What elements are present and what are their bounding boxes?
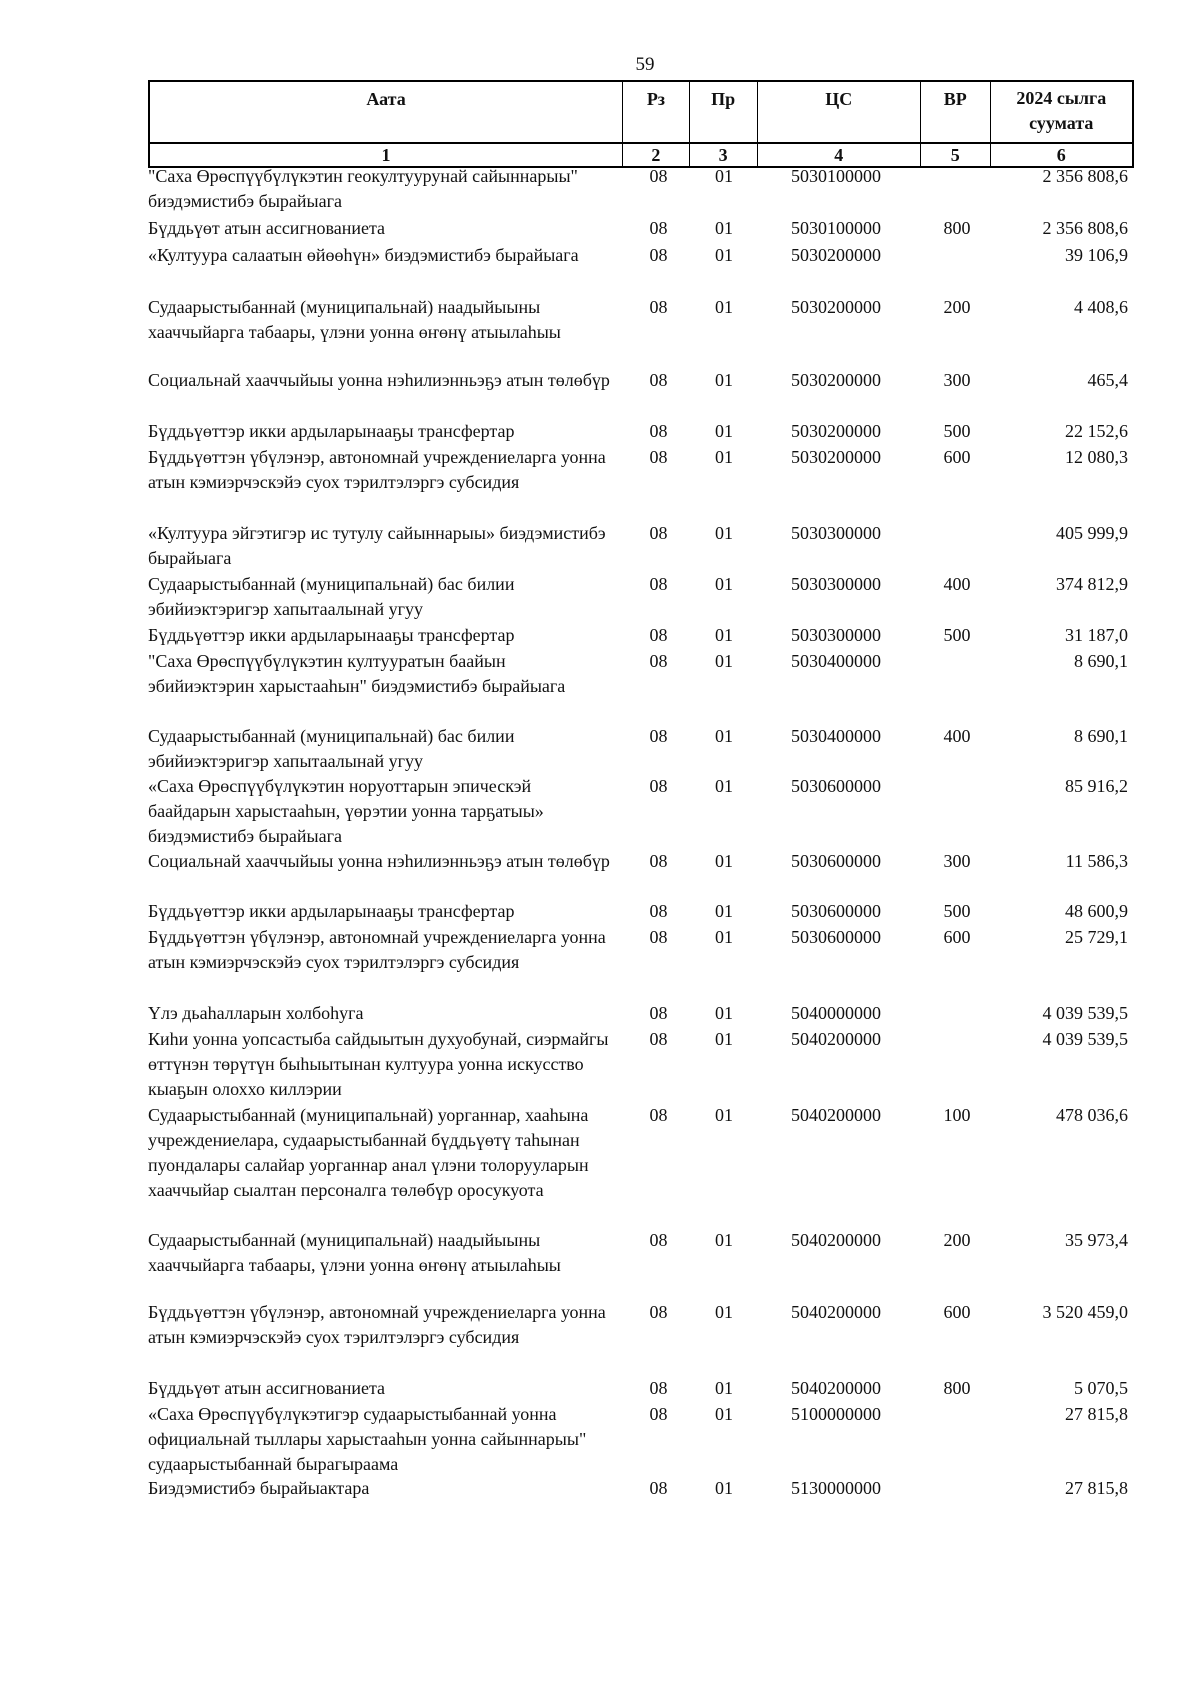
row-rz: 08 [649, 1478, 668, 1498]
row-rz: 08 [649, 1378, 668, 1398]
row-vr: 400 [943, 574, 971, 594]
header-rz: Рз [623, 82, 690, 142]
row-cs: 5030600000 [791, 901, 881, 921]
table-header [148, 80, 1134, 168]
row-rz: 08 [649, 726, 668, 746]
row-pr: 01 [715, 927, 733, 947]
row-rz: 08 [649, 851, 668, 871]
row-sum: 3 520 459,0 [1042, 1302, 1128, 1322]
row-pr: 01 [715, 523, 733, 543]
row-sum: 8 690,1 [1074, 651, 1128, 671]
row-sum: 22 152,6 [1065, 421, 1128, 441]
row-pr: 01 [715, 1478, 733, 1498]
row-cs: 5040000000 [791, 1003, 881, 1023]
row-rz: 08 [649, 1404, 668, 1424]
row-vr [922, 164, 992, 216]
row-name: Бүддьүөт атын ассигнованиета [148, 218, 386, 238]
row-pr: 01 [715, 651, 733, 671]
row-cs: 5030600000 [791, 851, 881, 871]
row-cs: 5030200000 [791, 370, 881, 390]
row-sum: 39 106,9 [1065, 245, 1128, 265]
row-pr: 01 [715, 218, 733, 238]
row-sum: 31 187,0 [1065, 625, 1128, 645]
row-cs: 5040200000 [791, 1230, 881, 1250]
row-pr: 01 [715, 166, 733, 186]
header-sum [991, 82, 1132, 142]
row-name: Бүддьүөттэн үбүлэнэр, автономнай учреждениеларга уонна атын кэмиэрчэскэйэ суох тэрилтэлэргэ субсидия [148, 927, 606, 972]
row-pr: 01 [715, 1302, 733, 1322]
table-row [148, 521, 1134, 572]
row-sum: 27 815,8 [1065, 1478, 1128, 1498]
row-vr: 100 [943, 1105, 971, 1125]
row-sum: 4 408,6 [1074, 297, 1128, 317]
row-rz: 08 [649, 1302, 668, 1322]
row-sum: 478 036,6 [1056, 1105, 1128, 1125]
row-cs: 5040200000 [791, 1029, 881, 1049]
row-cs: 5040200000 [791, 1378, 881, 1398]
row-pr: 01 [715, 574, 733, 594]
table-row [148, 849, 1134, 899]
row-vr [922, 1001, 992, 1027]
row-name: Бүддьүөттэр икки ардыларынааҕы трансфертар [148, 625, 515, 645]
row-sum: 12 080,3 [1065, 447, 1128, 467]
row-rz: 08 [649, 1029, 668, 1049]
table-row [148, 445, 1134, 521]
table-row [148, 724, 1134, 774]
row-vr [922, 1027, 992, 1103]
row-pr: 01 [715, 851, 733, 871]
row-vr [922, 243, 992, 295]
row-sum: 25 729,1 [1065, 927, 1128, 947]
header-name: Аата [150, 82, 623, 142]
row-name: «Саха Өрөспүүбүлүкэтин норуоттарын эпическэй баайдарын харыстааһын, үөрэтии уонна тарҕатыы» биэдэмистибэ бырайыага [148, 776, 544, 846]
row-sum: 8 690,1 [1074, 726, 1128, 746]
header-vr: ВР [921, 82, 991, 142]
table-row [148, 899, 1134, 925]
row-pr: 01 [715, 901, 733, 921]
row-rz: 08 [649, 651, 668, 671]
row-cs: 5030300000 [791, 625, 881, 645]
table-row [148, 1027, 1134, 1103]
table-row [148, 925, 1134, 1001]
row-rz: 08 [649, 166, 668, 186]
row-pr: 01 [715, 1029, 733, 1049]
page-number: 59 [635, 54, 655, 75]
row-rz: 08 [649, 523, 668, 543]
table-row [148, 216, 1134, 243]
row-rz: 08 [649, 776, 668, 796]
row-pr: 01 [715, 447, 733, 467]
row-rz: 08 [649, 901, 668, 921]
row-name: Судаарыстыбаннай (муниципальнай) наадыйыыны хааччыйарга табаары, үлэни уонна өҥөнү атыылаһыы [148, 297, 561, 342]
row-rz: 08 [649, 1003, 668, 1023]
header-cs: ЦС [758, 82, 921, 142]
row-vr [922, 649, 992, 724]
header-sum-line2: суумата [1029, 113, 1094, 133]
table-body [148, 164, 1134, 1502]
header-num-3: 3 [690, 144, 758, 166]
row-rz: 08 [649, 574, 668, 594]
row-cs: 5030600000 [791, 776, 881, 796]
row-sum: 4 039 539,5 [1042, 1029, 1128, 1049]
row-vr: 600 [943, 447, 971, 467]
row-vr [922, 1476, 992, 1502]
row-vr [922, 774, 992, 849]
row-vr: 200 [943, 297, 971, 317]
table-row [148, 164, 1134, 216]
header-num-6: 6 [1056, 145, 1066, 165]
row-cs: 5030300000 [791, 574, 881, 594]
row-name: Биэдэмистибэ бырайыактара [148, 1478, 370, 1498]
row-cs: 5030200000 [791, 297, 881, 317]
table-row [148, 1103, 1134, 1228]
row-cs: 5130000000 [791, 1478, 881, 1498]
header-num-4: 4 [758, 144, 921, 166]
row-rz: 08 [649, 218, 668, 238]
row-vr: 300 [943, 851, 971, 871]
header-pr: Пр [690, 82, 758, 142]
row-vr [922, 521, 992, 572]
row-name: Бүддьүөттэр икки ардыларынааҕы трансфертар [148, 901, 515, 921]
row-vr: 500 [943, 421, 971, 441]
row-name: Судаарыстыбаннай (муниципальнай) бас билии эбийиэктэригэр хапытаалынай угуу [148, 726, 515, 771]
row-rz: 08 [649, 297, 668, 317]
row-sum: 405 999,9 [1056, 523, 1128, 543]
table-row [148, 623, 1134, 649]
row-pr: 01 [715, 776, 733, 796]
row-name: "Саха Өрөспүүбүлүкэтин геокултуурунай сайыннарыы" биэдэмистибэ бырайыага [148, 166, 578, 211]
row-name: Бүддьүөттэр икки ардыларынааҕы трансфертар [148, 421, 515, 441]
row-rz: 08 [649, 927, 668, 947]
row-name: Социальнай хааччыйыы уонна нэһилиэнньэҕэ атын төлөбүр [148, 851, 610, 871]
row-pr: 01 [715, 726, 733, 746]
row-pr: 01 [715, 421, 733, 441]
row-cs: 5030300000 [791, 523, 881, 543]
row-name: Үлэ дьаһалларын холбоһуга [148, 1003, 364, 1023]
table-row [148, 1300, 1134, 1376]
row-sum: 48 600,9 [1065, 901, 1128, 921]
row-rz: 08 [649, 421, 668, 441]
row-vr: 500 [943, 901, 971, 921]
row-cs: 5030200000 [791, 421, 881, 441]
row-pr: 01 [715, 1378, 733, 1398]
row-sum: 2 356 808,6 [1042, 166, 1128, 186]
table-row [148, 1402, 1134, 1476]
header-num-2: 2 [623, 144, 690, 166]
row-cs: 5030600000 [791, 927, 881, 947]
row-cs: 5030400000 [791, 726, 881, 746]
row-cs: 5030200000 [791, 447, 881, 467]
row-pr: 01 [715, 1003, 733, 1023]
row-name: Судаарыстыбаннай (муниципальнай) наадыйыыны хааччыйарга табаары, үлэни уонна өҥөнү атыылаһыы [148, 1230, 561, 1275]
row-name: Бүддьүөттэн үбүлэнэр, автономнай учреждениеларга уонна атын кэмиэрчэскэйэ суох тэрилтэлэргэ субсидия [148, 1302, 606, 1347]
row-name: Киһи уонна уопсастыба сайдыытын духуобунай, сиэрмайгы өттүнэн төрүтүн быһыытынан култуура уонна искусство кыаҕын олоххо киллэрии [148, 1029, 609, 1099]
row-pr: 01 [715, 245, 733, 265]
row-name: Социальнай хааччыйыы уонна нэһилиэнньэҕэ атын төлөбүр [148, 370, 610, 390]
row-rz: 08 [649, 370, 668, 390]
row-vr: 200 [943, 1230, 971, 1250]
row-pr: 01 [715, 297, 733, 317]
header-sum-line1: 2024 сылга [1016, 88, 1107, 108]
row-rz: 08 [649, 625, 668, 645]
row-rz: 08 [649, 1230, 668, 1250]
row-vr: 800 [943, 1378, 971, 1398]
table-row [148, 1476, 1134, 1502]
row-vr [922, 1402, 992, 1476]
row-vr: 600 [943, 1302, 971, 1322]
row-sum: 5 070,5 [1074, 1378, 1128, 1398]
row-vr: 300 [943, 370, 971, 390]
row-rz: 08 [649, 1105, 668, 1125]
row-name: «Култуура эйгэтигэр ис тутулу сайыннарыы» биэдэмистибэ бырайыага [148, 523, 606, 568]
table-row [148, 1001, 1134, 1027]
table-row [148, 419, 1134, 445]
table-row [148, 649, 1134, 724]
row-sum: 35 973,4 [1065, 1230, 1128, 1250]
row-vr: 400 [943, 726, 971, 746]
table-row [148, 295, 1134, 368]
table-row [148, 368, 1134, 419]
row-sum: 465,4 [1087, 370, 1128, 390]
row-pr: 01 [715, 625, 733, 645]
row-cs: 5030400000 [791, 651, 881, 671]
row-pr: 01 [715, 1105, 733, 1125]
row-rz: 08 [649, 245, 668, 265]
header-number-row [150, 144, 1132, 166]
row-pr: 01 [715, 1404, 733, 1424]
header-num-1: 1 [150, 144, 623, 166]
row-sum: 11 586,3 [1065, 851, 1128, 871]
row-cs: 5030100000 [791, 218, 881, 238]
row-name: Судаарыстыбаннай (муниципальнай) уорганнар, хааһына учреждениелара, судаарыстыбаннай бүддьүөтү таһынан пуондалары салайар уорганнар анал үлэни толорууларын хааччыйар сыалтан персоналга төлөбүр оросукуота [148, 1105, 589, 1200]
row-name: "Саха Өрөспүүбүлүкэтин култууратын баайын эбийиэктэрин харыстааһын" биэдэмистибэ бырайыага [148, 651, 566, 696]
row-rz: 08 [649, 447, 668, 467]
row-cs: 5040200000 [791, 1105, 881, 1125]
row-sum: 2 356 808,6 [1042, 218, 1128, 238]
row-pr: 01 [715, 370, 733, 390]
row-sum: 27 815,8 [1065, 1404, 1128, 1424]
row-name: «Култуура салаатын өйөөһүн» биэдэмистибэ бырайыага [148, 245, 579, 265]
row-name: Бүддьүөт атын ассигнованиета [148, 1378, 386, 1398]
row-name: «Саха Өрөспүүбүлүкэтигэр судаарыстыбаннай уонна официальнай тыллары харыстааһын уонна сайыннарыы" судаарыстыбаннай бырагыраама [148, 1404, 587, 1474]
row-cs: 5030200000 [791, 245, 881, 265]
table-row [148, 1228, 1134, 1300]
row-vr: 800 [943, 218, 971, 238]
row-vr: 500 [943, 625, 971, 645]
row-name: Бүддьүөттэн үбүлэнэр, автономнай учреждениеларга уонна атын кэмиэрчэскэйэ суох тэрилтэлэргэ субсидия [148, 447, 606, 492]
table-row [148, 572, 1134, 623]
row-name: Судаарыстыбаннай (муниципальнай) бас билии эбийиэктэригэр хапытаалынай угуу [148, 574, 515, 619]
row-vr: 600 [943, 927, 971, 947]
header-row [150, 82, 1132, 144]
row-pr: 01 [715, 1230, 733, 1250]
row-cs: 5100000000 [791, 1404, 881, 1424]
row-sum: 4 039 539,5 [1042, 1003, 1128, 1023]
row-cs: 5040200000 [791, 1302, 881, 1322]
table-row [148, 243, 1134, 295]
row-sum: 374 812,9 [1056, 574, 1128, 594]
table-row [148, 774, 1134, 849]
table-row [148, 1376, 1134, 1402]
row-cs: 5030100000 [791, 166, 881, 186]
header-num-5: 5 [921, 144, 991, 166]
row-sum: 85 916,2 [1065, 776, 1128, 796]
